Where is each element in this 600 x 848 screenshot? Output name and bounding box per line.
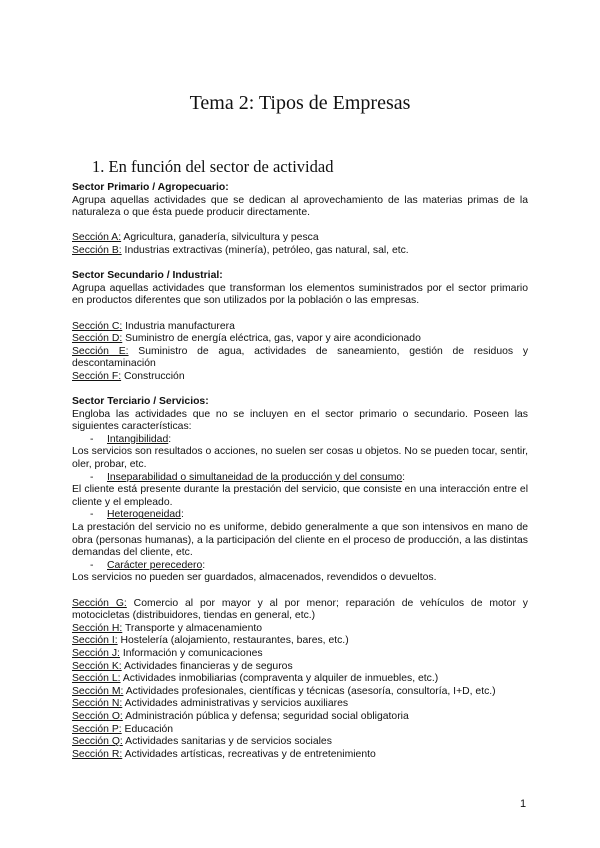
seccion-line (72, 232, 528, 245)
caracteristica-item (72, 434, 528, 447)
bullet-dash: - (90, 471, 94, 483)
seccion-label: Sección M: (72, 685, 124, 697)
caracteristica-text: Los servicios no pueden ser guardados, almacenados, revendidos o devueltos. (72, 572, 437, 584)
seccion-label: Sección J: (72, 647, 120, 659)
sector-terciario (72, 396, 528, 761)
caracteristica-name: Carácter perecedero (107, 559, 203, 571)
seccion-label: Sección R: (72, 748, 123, 760)
seccion-label: Sección G: (72, 597, 127, 609)
seccion-text: Industrias extractivas (minería), petróleo, gas natural, sal, etc. (121, 244, 409, 256)
seccion-label: Sección H: (72, 622, 123, 634)
seccion-text: Administración pública y defensa; seguridad social obligatoria (122, 710, 409, 722)
caracteristica-item (72, 509, 528, 522)
document-body (72, 182, 528, 761)
seccion-label: Sección O: (72, 710, 123, 722)
sector-terciario-title: Sector Terciario / Servicios: (72, 396, 209, 408)
section-heading: 1. En función del sector de actividad (92, 157, 334, 176)
caracteristica-colon: : (180, 509, 184, 521)
seccion-text: Información y comunicaciones (119, 647, 263, 659)
seccion-text: Construcción (121, 370, 185, 382)
seccion-text: Educación (121, 723, 174, 735)
sector-primario (72, 182, 528, 258)
seccion-line (72, 245, 528, 258)
seccion-label: Sección E: (72, 345, 129, 357)
seccion-text: Transporte y almacenamiento (122, 622, 263, 634)
seccion-text: Actividades financieras y de seguros (121, 660, 293, 672)
seccion-label: Sección L: (72, 673, 121, 685)
page-number: 1 (520, 798, 527, 810)
bullet-dash: - (90, 509, 94, 521)
sector-terciario-desc: Engloba las actividades que no se incluyen en el sector primario o secundario. Poseen las siguientes características: (72, 408, 528, 433)
seccion-line (72, 635, 528, 648)
seccion-line (72, 346, 528, 371)
seccion-line (72, 321, 528, 334)
caracteristica-text: Los servicios son resultados o acciones, no suelen ser cosas u objetos. No se pueden tocar, sentir, oler, probar, etc. (72, 446, 528, 471)
seccion-label: Sección Q: (72, 736, 123, 748)
seccion-text: Actividades sanitarias y de servicios sociales (122, 736, 332, 748)
seccion-line (72, 648, 528, 661)
caracteristica-name: Intangibilidad (107, 433, 169, 445)
seccion-line (72, 686, 528, 699)
seccion-line (72, 724, 528, 737)
caracteristica-text: La prestación del servicio no es uniforme, debido generalmente a que son intensivos en mano de obra (personas humanas), a la participación del cliente en el proceso de producción, a las distintas demandas del cliente, etc. (72, 522, 528, 559)
seccion-text: Actividades inmobiliarias (compraventa y alquiler de inmuebles, etc.) (120, 673, 439, 685)
caracteristica-item (72, 560, 528, 573)
seccion-line (72, 673, 528, 686)
caracteristica-colon: : (402, 471, 406, 483)
seccion-line (72, 698, 528, 711)
sector-secundario (72, 270, 528, 383)
seccion-line (72, 333, 528, 346)
seccion-line (72, 598, 528, 623)
sector-secundario-desc: Agrupa aquellas actividades que transforman los elementos suministrados por el sector primario en productos diferentes que son utilizados por la población o las empresas. (72, 282, 528, 307)
seccion-line (72, 371, 528, 384)
sector-secundario-title: Sector Secundario / Industrial: (72, 270, 223, 282)
caracteristica-name: Inseparabilidad o simultaneidad de la producción y del consumo (107, 471, 403, 483)
seccion-text: Actividades administrativas y servicios auxiliares (122, 698, 349, 710)
seccion-label: Sección P: (72, 723, 122, 735)
seccion-line (72, 623, 528, 636)
seccion-label: Sección D: (72, 333, 123, 345)
seccion-line (72, 749, 528, 762)
seccion-label: Sección A: (72, 232, 122, 244)
caracteristica-colon: : (202, 559, 206, 571)
seccion-label: Sección F: (72, 370, 122, 382)
seccion-label: Sección K: (72, 660, 122, 672)
caracteristica-colon: : (168, 433, 172, 445)
seccion-label: Sección B: (72, 244, 122, 256)
document-title: Tema 2: Tipos de Empresas (189, 92, 411, 114)
seccion-text: Actividades profesionales, científicas y técnicas (asesoría, consultoría, I+D, etc.) (123, 685, 496, 697)
seccion-text: Industria manufacturera (122, 320, 235, 332)
sector-primario-title: Sector Primario / Agropecuario: (72, 182, 229, 193)
seccion-line (72, 711, 528, 724)
sector-primario-desc: Agrupa aquellas actividades que se dedican al aprovechamiento de las materias primas de la naturaleza o que ésta puede producir directamente. (72, 194, 528, 219)
caracteristica-text: El cliente está presente durante la prestación del servicio, que consiste en una interacción entre el cliente y el empleado. (72, 484, 528, 508)
seccion-text: Hostelería (alojamiento, restaurantes, bares, etc.) (117, 635, 349, 647)
seccion-line (72, 661, 528, 674)
seccion-label: Sección C: (72, 320, 123, 332)
seccion-label: Sección N: (72, 698, 123, 710)
seccion-text: Agricultura, ganadería, silvicultura y pesca (121, 232, 319, 244)
seccion-label: Sección I: (72, 635, 118, 647)
seccion-text: Comercio al por mayor y al por menor; reparación de vehículos de motor y motocicletas (distribuidores, tiendas en general, etc.) (72, 597, 528, 622)
seccion-text: Actividades artísticas, recreativas y de entretenimiento (122, 748, 376, 760)
seccion-text: Suministro de energía eléctrica, gas, vapor y aire acondicionado (122, 333, 421, 345)
seccion-line (72, 736, 528, 749)
bullet-dash: - (90, 559, 94, 571)
caracteristica-name: Heterogeneidad (107, 509, 181, 521)
bullet-dash: - (90, 433, 94, 445)
seccion-text: Suministro de agua, actividades de saneamiento, gestión de residuos y descontaminación (72, 345, 529, 370)
caracteristica-item (72, 472, 528, 485)
